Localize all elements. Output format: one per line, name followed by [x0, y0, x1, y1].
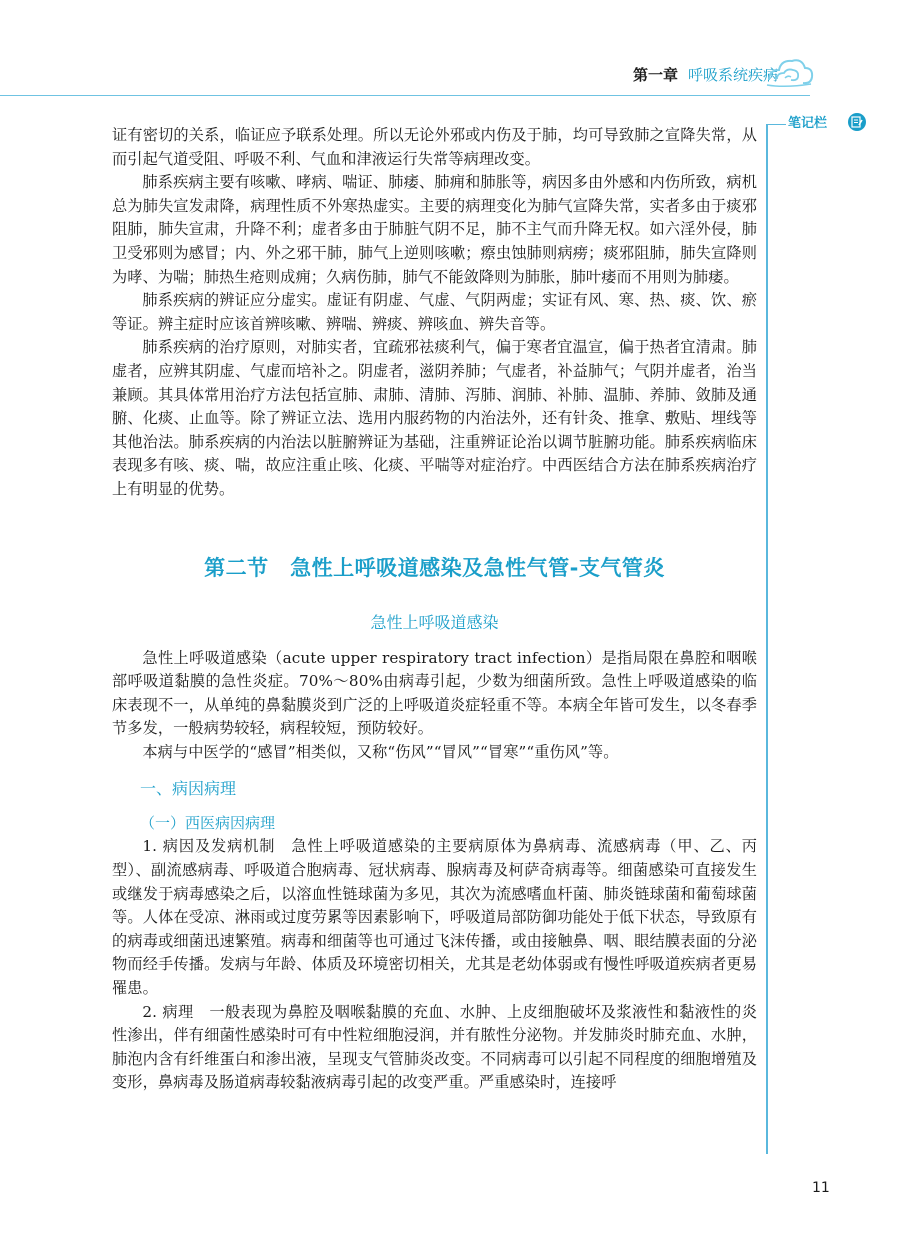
- body-paragraph: 肺系疾病主要有咳嗽、哮病、喘证、肺痿、肺痈和肺胀等，病因多由外感和内伤所致，病机总为肺失宣发肃降，病理性质不外寒热虚实。主要的病理变化为肺气宣降失常，实者多由于痰邪阻肺，肺失宣肃，升降不利；虚者多由于肺脏气阴不足，肺不主气而升降无权。如六淫外侵，肺卫受邪则为感冒；内、外之邪干肺，肺气上逆则咳嗽；瘵虫蚀肺则病痨；痰邪阻肺，肺失宣降则为哮、为喘；肺热生疮则成痈；久病伤肺，肺气不能敛降则为肺胀，肺叶痿而不用则为肺痿。: [112, 173, 757, 286]
- page-content: [112, 124, 757, 1095]
- body-paragraph: 证有密切的关系，临证应予联系处理。所以无论外邪或内伤及于肺，均可导致肺之宣降失常，从而引起气道受阻、呼吸不利、气血和津液运行失常等病理改变。: [112, 126, 757, 168]
- subsection-heading: 急性上呼吸道感染: [370, 612, 499, 632]
- body-paragraph: 1. 病因及发病机制 急性上呼吸道感染的主要病原体为鼻病毒、流感病毒（甲、乙、丙型）、副流感病毒、呼吸道合胞病毒、冠状病毒、腺病毒及柯萨奇病毒等。细菌感染可直接发生或继发于病毒感染之后，以溶血性链球菌为多见，其次为流感嗜血杆菌、肺炎链球菌和葡萄球菌等。人体在受凉、淋雨或过度劳累等因素影响下，呼吸道局部防御功能处于低下状态，导致原有的病毒或细菌迅速繁殖。病毒和细菌等也可通过飞沫传播，或由接触鼻、咽、眼结膜表面的分泌物而经手传播。发病与年龄、体质及环境密切相关，尤其是老幼体弱或有慢性呼吸道疾病者更易罹患。: [112, 837, 757, 998]
- body-paragraph: 本病与中医学的“感冒”相类似，又称“伤风”“冒风”“冒寒”“重伤风”等。: [142, 742, 619, 761]
- body-paragraph: 急性上呼吸道感染（acute upper respiratory tract infection）是指局限在鼻腔和咽喉部呼吸道黏膜的急性炎症。70%～80%由病毒引起，少数为细菌所致。急性上呼吸道感染的临床表现不一，从单纯的鼻黏膜炎到广泛的上呼吸道炎症轻重不等。本病全年皆可发生，以冬春季节多发，一般病势较轻，病程较短，预防较好。: [112, 648, 757, 738]
- body-paragraph: 肺系疾病的治疗原则，对肺实者，宜疏邪祛痰利气，偏于寒者宜温宣，偏于热者宜清肃。肺虚者，应辨其阴虚、气虚而培补之。阴虚者，滋阴养肺；气虚者，补益肺气；气阴并虚者，治当兼顾。其具体常用治疗方法包括宣肺、肃肺、清肺、泻肺、润肺、补肺、温肺、养肺、敛肺及通腑、化痰、止血等。除了辨证立法、选用内服药物的内治法外，还有针灸、推拿、敷贴、埋线等其他治法。肺系疾病的内治法以脏腑辨证为基础，注重辨证论治以调节脏腑功能。肺系疾病临床表现多有咳、痰、喘，故应注重止咳、化痰、平喘等对症治疗。中西医结合方法在肺系疾病治疗上有明显的优势。: [112, 338, 757, 498]
- page-header: [0, 0, 900, 110]
- notes-tab-connector: [768, 124, 786, 125]
- header-divider: [0, 95, 810, 96]
- page-number: 11: [812, 1180, 830, 1196]
- body-paragraph: 肺系疾病的辨证应分虚实。虚证有阴虚、气虚、气阴两虚；实证有风、寒、热、痰、饮、瘀等证。辨主症时应该首辨咳嗽、辨喘、辨痰、辨咳血、辨失音等。: [112, 291, 757, 333]
- notes-margin-line: [766, 124, 768, 1154]
- chapter-label: 第一章: [632, 66, 678, 84]
- section-heading: 第二节 急性上呼吸道感染及急性气管-支气管炎: [204, 555, 665, 580]
- notes-pencil-icon: [848, 113, 866, 131]
- notes-label: 笔记栏: [788, 116, 828, 131]
- chapter-title: 呼吸系统疾病: [688, 66, 779, 84]
- body-paragraph: 2. 病理 一般表现为鼻腔及咽喉黏膜的充血、水肿、上皮细胞破坏及浆液性和黏液性的炎性渗出，伴有细菌性感染时可有中性粒细胞浸润，并有脓性分泌物。并发肺炎时肺充血、水肿，肺泡内含有纤维蛋白和渗出液，呈现支气管肺炎改变。不同病毒可以引起不同程度的细胞增殖及变形，鼻病毒及肠道病毒较黏液病毒引起的改变严重。严重感染时，连接呼: [112, 1002, 757, 1092]
- heading-level-2: （一）西医病因病理: [140, 814, 276, 833]
- cloud-ornament-icon: [765, 52, 815, 90]
- heading-level-1: 一、病因病理: [140, 779, 237, 799]
